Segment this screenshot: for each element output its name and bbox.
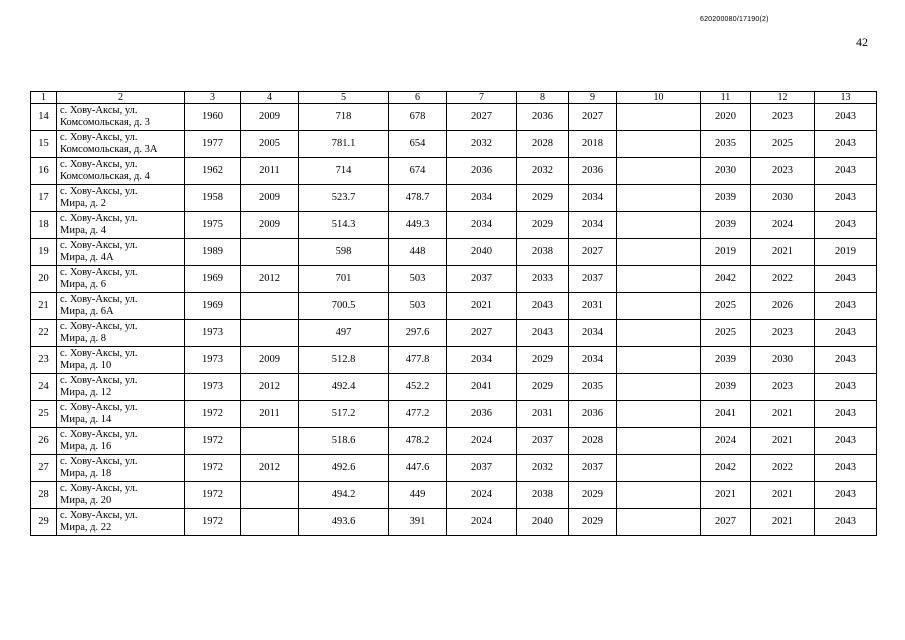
address-line-2: Комсомольская, д. 3 <box>60 117 150 128</box>
table-row <box>31 374 877 401</box>
cell-col-5: 598 <box>299 239 389 266</box>
address-cell <box>57 293 185 320</box>
address-line-1: с. Хову-Аксы, ул. <box>60 294 138 305</box>
cell-col-10 <box>617 374 701 401</box>
cell-col-6: 503 <box>389 293 447 320</box>
address-line-2: Мира, д. 14 <box>60 414 112 425</box>
cell-col-9: 2034 <box>569 320 617 347</box>
cell-col-8: 2029 <box>517 185 569 212</box>
cell-col-6: 449.3 <box>389 212 447 239</box>
cell-col-6: 477.8 <box>389 347 447 374</box>
cell-col-13: 2043 <box>815 428 877 455</box>
cell-col-13: 2043 <box>815 293 877 320</box>
cell-col-10 <box>617 482 701 509</box>
cell-col-7: 2036 <box>447 158 517 185</box>
cell-col-7: 2037 <box>447 455 517 482</box>
cell-col-4: 2005 <box>241 131 299 158</box>
cell-col-5: 718 <box>299 104 389 131</box>
table-row <box>31 293 877 320</box>
address-line-1: с. Хову-Аксы, ул. <box>60 510 138 521</box>
cell-col-4: 2009 <box>241 347 299 374</box>
cell-col-7: 2036 <box>447 401 517 428</box>
cell-col-9: 2037 <box>569 266 617 293</box>
address-line-2: Мира, д. 20 <box>60 495 112 506</box>
cell-col-6: 447.6 <box>389 455 447 482</box>
address-line-2: Мира, д. 12 <box>60 387 112 398</box>
cell-col-8: 2028 <box>517 131 569 158</box>
cell-col-3: 1969 <box>185 293 241 320</box>
column-header-5: 5 <box>299 92 389 104</box>
cell-col-13: 2043 <box>815 482 877 509</box>
cell-col-6: 391 <box>389 509 447 536</box>
cell-col-13: 2043 <box>815 401 877 428</box>
cell-col-12: 2026 <box>751 293 815 320</box>
address-line-2: Мира, д. 6А <box>60 306 114 317</box>
cell-col-6: 449 <box>389 482 447 509</box>
cell-col-4 <box>241 509 299 536</box>
cell-col-11: 2041 <box>701 401 751 428</box>
cell-col-3: 1958 <box>185 185 241 212</box>
address-cell <box>57 320 185 347</box>
row-number: 17 <box>31 185 57 212</box>
address-line-1: с. Хову-Аксы, ул. <box>60 267 138 278</box>
cell-col-4: 2009 <box>241 185 299 212</box>
cell-col-7: 2040 <box>447 239 517 266</box>
cell-col-3: 1972 <box>185 482 241 509</box>
cell-col-8: 2043 <box>517 320 569 347</box>
cell-col-12: 2021 <box>751 428 815 455</box>
cell-col-8: 2036 <box>517 104 569 131</box>
table-row <box>31 401 877 428</box>
cell-col-11: 2039 <box>701 374 751 401</box>
cell-col-11: 2021 <box>701 482 751 509</box>
cell-col-8: 2040 <box>517 509 569 536</box>
column-header-6: 6 <box>389 92 447 104</box>
cell-col-5: 512.8 <box>299 347 389 374</box>
row-number: 23 <box>31 347 57 374</box>
table-row <box>31 104 877 131</box>
page-number: 42 <box>856 35 868 49</box>
cell-col-3: 1969 <box>185 266 241 293</box>
cell-col-9: 2034 <box>569 185 617 212</box>
cell-col-11: 2025 <box>701 293 751 320</box>
address-line-1: с. Хову-Аксы, ул. <box>60 429 138 440</box>
cell-col-12: 2030 <box>751 185 815 212</box>
cell-col-11: 2019 <box>701 239 751 266</box>
row-number: 21 <box>31 293 57 320</box>
cell-col-9: 2027 <box>569 239 617 266</box>
cell-col-11: 2042 <box>701 455 751 482</box>
cell-col-7: 2027 <box>447 104 517 131</box>
cell-col-11: 2039 <box>701 212 751 239</box>
cell-col-12: 2025 <box>751 131 815 158</box>
address-cell <box>57 509 185 536</box>
cell-col-13: 2043 <box>815 212 877 239</box>
cell-col-13: 2043 <box>815 131 877 158</box>
cell-col-5: 701 <box>299 266 389 293</box>
column-header-11: 11 <box>701 92 751 104</box>
cell-col-10 <box>617 347 701 374</box>
cell-col-5: 494.2 <box>299 482 389 509</box>
cell-col-10 <box>617 212 701 239</box>
table-header <box>31 92 877 104</box>
cell-col-12: 2022 <box>751 455 815 482</box>
cell-col-4: 2009 <box>241 212 299 239</box>
cell-col-4: 2012 <box>241 374 299 401</box>
cell-col-13: 2043 <box>815 509 877 536</box>
cell-col-8: 2038 <box>517 239 569 266</box>
cell-col-4 <box>241 482 299 509</box>
cell-col-12: 2024 <box>751 212 815 239</box>
cell-col-9: 2036 <box>569 158 617 185</box>
address-cell <box>57 482 185 509</box>
cell-col-5: 517.2 <box>299 401 389 428</box>
row-number: 22 <box>31 320 57 347</box>
cell-col-6: 477.2 <box>389 401 447 428</box>
cell-col-10 <box>617 320 701 347</box>
address-line-1: с. Хову-Аксы, ул. <box>60 483 138 494</box>
cell-col-10 <box>617 428 701 455</box>
cell-col-3: 1975 <box>185 212 241 239</box>
address-line-2: Мира, д. 4А <box>60 252 114 263</box>
address-cell <box>57 131 185 158</box>
row-number: 26 <box>31 428 57 455</box>
cell-col-11: 2020 <box>701 104 751 131</box>
cell-col-10 <box>617 266 701 293</box>
cell-col-13: 2019 <box>815 239 877 266</box>
address-line-2: Комсомольская, д. 3А <box>60 144 158 155</box>
cell-col-13: 2043 <box>815 374 877 401</box>
address-line-2: Мира, д. 22 <box>60 522 112 533</box>
cell-col-3: 1972 <box>185 401 241 428</box>
cell-col-13: 2043 <box>815 266 877 293</box>
row-number: 29 <box>31 509 57 536</box>
cell-col-7: 2024 <box>447 482 517 509</box>
address-line-2: Мира, д. 18 <box>60 468 112 479</box>
cell-col-13: 2043 <box>815 158 877 185</box>
cell-col-8: 2032 <box>517 158 569 185</box>
cell-col-12: 2021 <box>751 509 815 536</box>
column-header-12: 12 <box>751 92 815 104</box>
cell-col-3: 1989 <box>185 239 241 266</box>
cell-col-10 <box>617 104 701 131</box>
address-cell <box>57 428 185 455</box>
cell-col-13: 2043 <box>815 455 877 482</box>
address-cell <box>57 347 185 374</box>
cell-col-4 <box>241 239 299 266</box>
cell-col-5: 518.6 <box>299 428 389 455</box>
cell-col-6: 478.2 <box>389 428 447 455</box>
table-row <box>31 212 877 239</box>
address-line-1: с. Хову-Аксы, ул. <box>60 456 138 467</box>
cell-col-3: 1972 <box>185 509 241 536</box>
cell-col-12: 2021 <box>751 239 815 266</box>
row-number: 27 <box>31 455 57 482</box>
cell-col-10 <box>617 455 701 482</box>
cell-col-11: 2027 <box>701 509 751 536</box>
cell-col-10 <box>617 185 701 212</box>
column-header-8: 8 <box>517 92 569 104</box>
cell-col-9: 2027 <box>569 104 617 131</box>
cell-col-7: 2024 <box>447 428 517 455</box>
cell-col-12: 2022 <box>751 266 815 293</box>
row-number: 28 <box>31 482 57 509</box>
column-header-4: 4 <box>241 92 299 104</box>
cell-col-6: 478.7 <box>389 185 447 212</box>
row-number: 16 <box>31 158 57 185</box>
cell-col-10 <box>617 509 701 536</box>
cell-col-5: 700.5 <box>299 293 389 320</box>
row-number: 18 <box>31 212 57 239</box>
column-header-9: 9 <box>569 92 617 104</box>
cell-col-12: 2021 <box>751 401 815 428</box>
table-body <box>31 104 877 536</box>
cell-col-8: 2032 <box>517 455 569 482</box>
address-cell <box>57 374 185 401</box>
cell-col-9: 2037 <box>569 455 617 482</box>
cell-col-5: 492.6 <box>299 455 389 482</box>
address-cell <box>57 104 185 131</box>
cell-col-12: 2023 <box>751 158 815 185</box>
address-line-1: с. Хову-Аксы, ул. <box>60 186 138 197</box>
cell-col-9: 2034 <box>569 347 617 374</box>
cell-col-13: 2043 <box>815 320 877 347</box>
cell-col-4 <box>241 428 299 455</box>
row-number: 14 <box>31 104 57 131</box>
column-header-13: 13 <box>815 92 877 104</box>
address-line-1: с. Хову-Аксы, ул. <box>60 105 138 116</box>
address-line-2: Мира, д. 8 <box>60 333 106 344</box>
cell-col-5: 493.6 <box>299 509 389 536</box>
address-cell <box>57 401 185 428</box>
cell-col-11: 2025 <box>701 320 751 347</box>
cell-col-7: 2034 <box>447 212 517 239</box>
cell-col-6: 448 <box>389 239 447 266</box>
cell-col-5: 492.4 <box>299 374 389 401</box>
address-line-1: с. Хову-Аксы, ул. <box>60 159 138 170</box>
column-header-1: 1 <box>31 92 57 104</box>
cell-col-8: 2033 <box>517 266 569 293</box>
address-line-2: Комсомольская, д. 4 <box>60 171 150 182</box>
row-number: 24 <box>31 374 57 401</box>
address-cell <box>57 185 185 212</box>
cell-col-7: 2024 <box>447 509 517 536</box>
cell-col-3: 1962 <box>185 158 241 185</box>
cell-col-7: 2034 <box>447 185 517 212</box>
row-number: 25 <box>31 401 57 428</box>
cell-col-3: 1973 <box>185 347 241 374</box>
cell-col-7: 2027 <box>447 320 517 347</box>
column-header-10: 10 <box>617 92 701 104</box>
cell-col-10 <box>617 401 701 428</box>
cell-col-6: 503 <box>389 266 447 293</box>
address-line-1: с. Хову-Аксы, ул. <box>60 132 138 143</box>
table-row <box>31 185 877 212</box>
cell-col-9: 2029 <box>569 482 617 509</box>
row-number: 20 <box>31 266 57 293</box>
cell-col-11: 2024 <box>701 428 751 455</box>
table-row <box>31 320 877 347</box>
cell-col-12: 2023 <box>751 104 815 131</box>
table-row <box>31 158 877 185</box>
table-row <box>31 266 877 293</box>
cell-col-3: 1973 <box>185 320 241 347</box>
cell-col-9: 2034 <box>569 212 617 239</box>
cell-col-8: 2029 <box>517 347 569 374</box>
cell-col-6: 452.2 <box>389 374 447 401</box>
cell-col-10 <box>617 158 701 185</box>
column-header-7: 7 <box>447 92 517 104</box>
cell-col-10 <box>617 239 701 266</box>
address-cell <box>57 455 185 482</box>
cell-col-4 <box>241 293 299 320</box>
cell-col-12: 2021 <box>751 482 815 509</box>
cell-col-5: 497 <box>299 320 389 347</box>
cell-col-7: 2037 <box>447 266 517 293</box>
document-id: 620200080/17190(2) <box>700 16 769 23</box>
cell-col-9: 2035 <box>569 374 617 401</box>
cell-col-8: 2029 <box>517 374 569 401</box>
table-row <box>31 482 877 509</box>
cell-col-5: 514.3 <box>299 212 389 239</box>
table-row <box>31 455 877 482</box>
address-line-2: Мира, д. 6 <box>60 279 106 290</box>
cell-col-8: 2043 <box>517 293 569 320</box>
cell-col-11: 2035 <box>701 131 751 158</box>
table-row <box>31 347 877 374</box>
cell-col-6: 674 <box>389 158 447 185</box>
cell-col-12: 2023 <box>751 320 815 347</box>
address-line-1: с. Хову-Аксы, ул. <box>60 240 138 251</box>
row-number: 19 <box>31 239 57 266</box>
cell-col-10 <box>617 131 701 158</box>
cell-col-7: 2034 <box>447 347 517 374</box>
cell-col-7: 2021 <box>447 293 517 320</box>
cell-col-9: 2029 <box>569 509 617 536</box>
cell-col-7: 2032 <box>447 131 517 158</box>
cell-col-7: 2041 <box>447 374 517 401</box>
column-header-3: 3 <box>185 92 241 104</box>
cell-col-6: 297.6 <box>389 320 447 347</box>
cell-col-9: 2036 <box>569 401 617 428</box>
cell-col-4: 2012 <box>241 455 299 482</box>
header-row <box>31 92 877 104</box>
address-line-1: с. Хову-Аксы, ул. <box>60 375 138 386</box>
address-line-1: с. Хову-Аксы, ул. <box>60 213 138 224</box>
cell-col-5: 714 <box>299 158 389 185</box>
table-row <box>31 428 877 455</box>
cell-col-8: 2031 <box>517 401 569 428</box>
row-number: 15 <box>31 131 57 158</box>
cell-col-6: 654 <box>389 131 447 158</box>
cell-col-13: 2043 <box>815 185 877 212</box>
address-cell <box>57 212 185 239</box>
address-line-2: Мира, д. 10 <box>60 360 112 371</box>
cell-col-12: 2030 <box>751 347 815 374</box>
cell-col-9: 2028 <box>569 428 617 455</box>
cell-col-3: 1977 <box>185 131 241 158</box>
cell-col-3: 1960 <box>185 104 241 131</box>
table-row <box>31 509 877 536</box>
cell-col-4: 2011 <box>241 158 299 185</box>
cell-col-4: 2009 <box>241 104 299 131</box>
address-line-1: с. Хову-Аксы, ул. <box>60 321 138 332</box>
cell-col-3: 1972 <box>185 428 241 455</box>
cell-col-8: 2038 <box>517 482 569 509</box>
cell-col-4: 2012 <box>241 266 299 293</box>
cell-col-8: 2037 <box>517 428 569 455</box>
cell-col-4 <box>241 320 299 347</box>
cell-col-13: 2043 <box>815 104 877 131</box>
cell-col-3: 1972 <box>185 455 241 482</box>
cell-col-5: 781.1 <box>299 131 389 158</box>
cell-col-5: 523.7 <box>299 185 389 212</box>
cell-col-10 <box>617 293 701 320</box>
cell-col-6: 678 <box>389 104 447 131</box>
cell-col-11: 2042 <box>701 266 751 293</box>
cell-col-12: 2023 <box>751 374 815 401</box>
cell-col-11: 2030 <box>701 158 751 185</box>
table-row <box>31 239 877 266</box>
data-table <box>30 91 877 536</box>
cell-col-4: 2011 <box>241 401 299 428</box>
address-line-2: Мира, д. 16 <box>60 441 112 452</box>
column-header-2: 2 <box>57 92 185 104</box>
cell-col-13: 2043 <box>815 347 877 374</box>
address-cell <box>57 158 185 185</box>
cell-col-11: 2039 <box>701 185 751 212</box>
address-line-2: Мира, д. 2 <box>60 198 106 209</box>
address-line-1: с. Хову-Аксы, ул. <box>60 402 138 413</box>
address-line-2: Мира, д. 4 <box>60 225 106 236</box>
cell-col-9: 2031 <box>569 293 617 320</box>
address-cell <box>57 266 185 293</box>
table-row <box>31 131 877 158</box>
cell-col-8: 2029 <box>517 212 569 239</box>
address-cell <box>57 239 185 266</box>
address-line-1: с. Хову-Аксы, ул. <box>60 348 138 359</box>
cell-col-11: 2039 <box>701 347 751 374</box>
cell-col-9: 2018 <box>569 131 617 158</box>
cell-col-3: 1973 <box>185 374 241 401</box>
